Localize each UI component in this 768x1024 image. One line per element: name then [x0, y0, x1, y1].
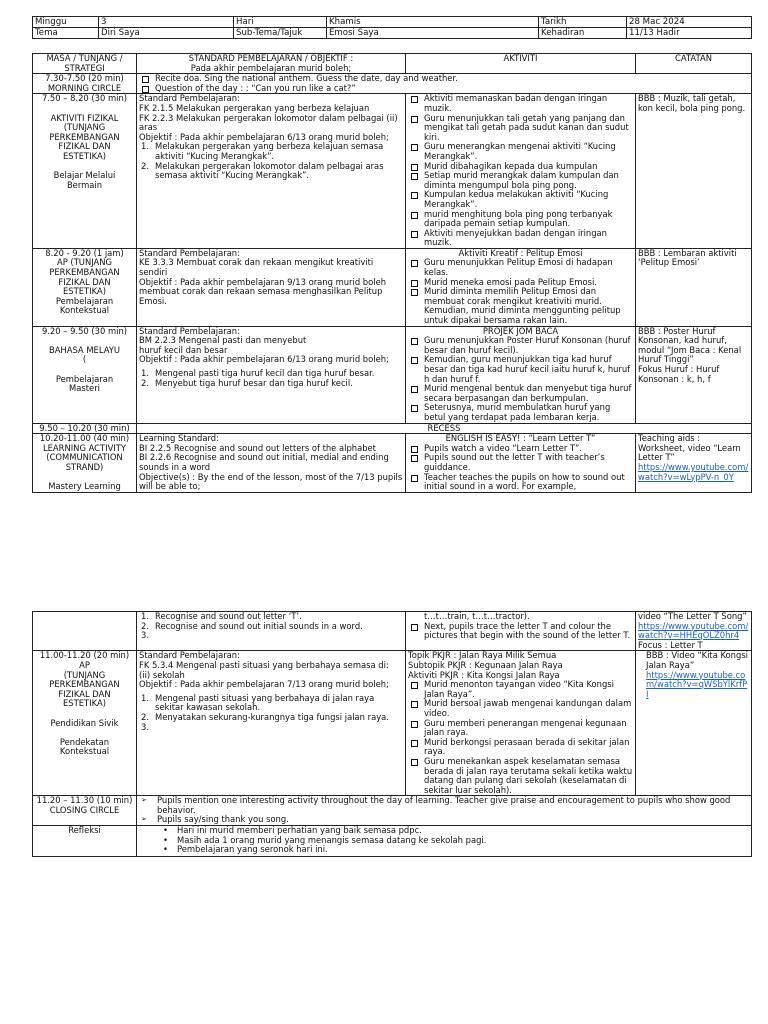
english-cont-aktiviti	[406, 612, 636, 651]
sivik-catatan	[636, 651, 752, 796]
morning-content	[137, 74, 752, 94]
kreativiti-catatan: BBB : Lembaran aktiviti ‘Pelitup Emosi’	[636, 248, 752, 326]
refleksi-list	[139, 826, 749, 855]
col-catatan-header: CATATAN	[636, 54, 752, 74]
list-item: Pupils watch a video “Learn Letter T”.	[408, 444, 633, 454]
english-cont-row	[33, 612, 752, 651]
list-item: Menyebut tiga huruf besar dan tiga huruf kecil.	[155, 377, 353, 388]
minggu-label: Minggu	[33, 17, 99, 28]
refleksi-row	[33, 826, 752, 857]
lesson-plan-table	[32, 53, 752, 493]
english-masa: 10.20-11.00 (40 min) LEARNING ACTIVITY (COMMUNICATION STRAND) Mastery Learning	[33, 434, 137, 493]
list-item: Recognise and sound out letter ‘T’.	[155, 611, 302, 621]
col-masa-header: MASA / TUNJANG / STRATEGI	[33, 54, 137, 74]
sivik-catatan-text: BBB : Video “Kita Kongsi Jalan Raya”	[646, 650, 748, 670]
list-item: Kumpulan kedua melakukan aktiviti “Kucing Merangkak”.	[408, 190, 633, 209]
closing-time: 11.20 – 11.30 (10 min) CLOSING CIRCLE	[33, 796, 137, 826]
closing-content	[137, 796, 752, 826]
sivik-title: Topik PKJR : Jalan Raya Milik Semua Subtopik PKJR : Kegunaan Jalan Raya Aktiviti PKJR : Kita Kongsi Jalan Raya	[408, 650, 563, 680]
list-item: Menyatakan sekurang-kurangnya tiga fungsi jalan raya.	[155, 711, 389, 722]
list-item: Guru menerangkan mengenai aktiviti “Kucing Merangkak”.	[408, 142, 633, 161]
tarikh-value: 28 Mac 2024	[627, 17, 752, 28]
hari-value: Khamis	[327, 17, 539, 28]
english-video-link[interactable]: https://www.youtube.com/watch?v=wLypPV-n_0Y	[638, 461, 749, 482]
sivik-objectives	[139, 694, 403, 723]
list-item: ➢ Pupils say/sing thank you song.	[139, 815, 749, 825]
list-item: Aktiviti menyejukkan badan dengan iringan muzik.	[408, 229, 633, 248]
bm-catatan: BBB : Poster Huruf Konsonan, kad huruf, modul “Jom Baca : Kenal Huruf Tinggi” Fokus Huruf : Huruf Konsonan : k, h, f	[636, 326, 752, 423]
english-cont-catatan	[636, 612, 752, 651]
list-item: Melakukan pergerakan yang berbeza kelajuan semasa aktiviti “Kucing Merangkak”.	[155, 141, 384, 161]
bm-standard-text: Standard Pembelajaran: BM 2.2.3 Mengenal pasti dan menyebut huruf kecil dan besar Objektif : Pada akhir pembelajaran 6/13 orang murid boleh;	[139, 326, 389, 365]
kreativiti-aktiviti	[406, 248, 636, 326]
header-row-1	[33, 17, 752, 28]
bm-objectives	[139, 369, 403, 388]
english-cont-catatan-text: video “The Letter T Song”	[638, 611, 747, 621]
list-item: Mengenal pasti tiga huruf kecil dan tiga huruf besar.	[155, 368, 375, 378]
col-standard-header	[137, 54, 406, 74]
english-row	[33, 434, 752, 493]
list-item: Guru menekankan aspek keselamatan semasa berada di jalan raya terutama sekali ketika waktu datang dan pulang dari sekolah (keselamatan di sekitar luar sekolah).	[408, 757, 633, 795]
header-row-2	[33, 28, 752, 39]
minggu-value: 3	[99, 17, 234, 28]
sivik-row	[33, 651, 752, 796]
bm-standard	[137, 326, 406, 423]
tema-value: Diri Saya	[99, 28, 234, 39]
bm-row	[33, 326, 752, 423]
recess-time: 9.50 – 10.20 (30 min)	[33, 423, 137, 434]
list-item: Mengenal pasti situasi yang berbahaya di jalan raya sekitar kawasan sekolah.	[155, 692, 375, 713]
fizikal-catatan: BBB : Muzik, tali getah, kon kecil, bola ping pong.	[636, 94, 752, 249]
kreativiti-activity-list	[408, 258, 633, 325]
english-standard: Learning Standard: BI 2.2.5 Recognise and sound out letters of the alphabet BI 2.2.6 Recognise and sound out initial, medial and ending sounds in a word Objective(s) : By the end of the lesson, most of the 7/13 pupils will be able to;	[137, 434, 406, 493]
english-aktiviti	[406, 434, 636, 493]
english-title: ENGLISH IS EASY! : “Learn Letter T”	[445, 433, 596, 444]
subtema-label: Sub-Tema/Tajuk	[234, 28, 327, 39]
kehadiran-value: 11/13 Hadir	[627, 28, 752, 39]
list-item: murid menghitung bola ping pong terbanyak daripada pemain setiap kumpulan.	[408, 210, 633, 229]
list-item: Murid berkongsi perasaan berada di sekitar jalan raya.	[408, 738, 633, 757]
fizikal-standard	[137, 94, 406, 249]
list-item: Seterusnya, murid membulatkan huruf yang betul yang terdapat pada lembaran kerja.	[408, 403, 633, 422]
list-item: • Pembelajaran yang seronok hari ini.	[139, 845, 749, 855]
bm-activity-list	[408, 336, 633, 422]
english-cont-lead: t…t…train, t…t…tractor).	[424, 611, 530, 621]
list-item: Teacher teaches the pupils on how to sound out initial sound in a word. For example,	[408, 473, 633, 492]
list-item: Guru menunjukkan Pelitup Emosi di hadapan kelas.	[408, 258, 633, 277]
list-item: Murid meneka emosi pada Pelitup Emosi.	[408, 278, 633, 288]
refleksi-label: Refleksi	[33, 826, 137, 857]
sivik-aktiviti	[406, 651, 636, 796]
morning-time: 7.30-7.50 (20 min) MORNING CIRCLE	[33, 74, 137, 94]
refleksi-content	[137, 826, 752, 857]
recess-row	[33, 423, 752, 434]
fizikal-masa: 7.50 – 8.20 (30 min) AKTIVITI FIZIKAL (TUNJANG PERKEMBANGAN FIZIKAL DAN ESTETIKA) Belajar Melalui Bermain	[33, 94, 137, 249]
list-item: Next, pupils trace the letter T and colour the pictures that begin with the sound of the letter T.	[408, 622, 633, 641]
lesson-plan-table-continued	[32, 611, 752, 857]
fizikal-activity-list	[408, 94, 633, 248]
english-cont-masa	[33, 612, 137, 651]
english-cont-activity-list	[408, 622, 633, 641]
kehadiran-label: Kehadiran	[539, 28, 627, 39]
list-item: Murid dibahagikan kepada dua kumpulan	[408, 162, 633, 172]
tema-label: Tema	[33, 28, 99, 39]
english-cont-objectives-cell	[137, 612, 406, 651]
list-item: Guru memberi penerangan mengenai kegunaan jalan raya.	[408, 719, 633, 738]
list-item: Murid bersoal jawab mengenai kandungan dalam video.	[408, 699, 633, 718]
closing-circle-row	[33, 796, 752, 826]
kreativiti-title: Aktiviti Kreatif : Pelitup Emosi	[458, 248, 583, 258]
subtema-value: Emosi Saya	[327, 28, 539, 39]
english-objectives	[139, 612, 403, 631]
english-focus: Focus : Letter T	[638, 639, 703, 650]
list-item: Guru menunjukkan Poster Huruf Konsonan (huruf besar dan huruf kecil).	[408, 336, 633, 355]
bm-title: PROJEK JOM BACA	[482, 326, 559, 336]
sivik-masa: 11.00-11.20 (20 min) AP (TUNJANG PERKEMBANGAN FIZIKAL DAN ESTETIKA) Pendidikan Sivik Pendekatan Kontekstual	[33, 651, 137, 796]
list-item: Question of the day : : “Can you run like a cat?”	[139, 84, 749, 94]
kreativiti-masa: 8.20 - 9.20 (1 jam) AP (TUNJANG PERKEMBANGAN FIZIKAL DAN ESTETIKA) Pembelajaran Kontekstual	[33, 248, 137, 326]
sivik-activity-list	[408, 680, 633, 795]
bm-masa: 9.20 – 9.50 (30 min) BAHASA MELAYU ( Pembelajaran Masteri	[33, 326, 137, 423]
header-table	[32, 16, 752, 39]
list-item: Aktiviti memanaskan badan dengan iringan muzik.	[408, 94, 633, 113]
col-aktiviti-header: AKTIVITI	[406, 54, 636, 74]
list-item: • Masih ada 1 orang murid yang menangis semasa datang ke sekolah pagi.	[139, 836, 749, 846]
sivik-standard-text: Standard Pembelajaran: FK 5.3.4 Mengenal pasti situasi yang berbahaya semasa di: (ii) sekolah Objektif : Pada akhir pembelajaran 7/13 orang murid boleh;	[139, 650, 389, 690]
list-item: Pupils sound out the letter T with teacher’s guiddance.	[408, 453, 633, 472]
fizikal-standard-text: Standard Pembelajaran: FK 2.1.5 Melakukan pergerakan yang berbeza kelajuan FK 2.2.3 Melakukan pergerakan lokomotor dalam pelbagai (ii) aras Objektif : Pada akhir pembelajaran 6/13 orang murid boleh;	[139, 93, 398, 142]
english-catatan	[636, 434, 752, 493]
list-item: ➢ Pupils mention one interesting activity throughout the day of learning. Teacher give praise and encouragement to pupils who show good behavior.	[139, 796, 749, 815]
morning-list	[139, 74, 749, 93]
sivik-standard	[137, 651, 406, 796]
hari-label: Hari	[234, 17, 327, 28]
list-item: Murid diminta memilih Pelitup Emosi dan membuat corak mengikut kreativiti murid. Kemudian, murid diminta menggunting pelitup untuk dipakai bersama rakan lain.	[408, 287, 633, 325]
morning-circle-row	[33, 74, 752, 94]
list-item: Recite doa. Sing the national anthem. Guess the date, day and weather.	[139, 74, 749, 84]
english-activity-list	[408, 444, 633, 492]
list-item: Murid mengenal bentuk dan menyebut tiga huruf secara berpasangan dan berkumpulan.	[408, 384, 633, 403]
fizikal-aktiviti	[406, 94, 636, 249]
letter-t-song-link[interactable]: https://www.youtube.com/watch?v=HHEqOLZ0hr4	[638, 620, 749, 641]
closing-list	[139, 796, 749, 825]
kita-kongsi-video-link[interactable]: https://www.youtube.com/watch?v=qWSbYlKrfPI	[646, 669, 748, 699]
list-item: Melakukan pergerakan lokomotor dalam pelbagai aras semasa aktiviti “Kucing Merangkak”.	[155, 160, 384, 181]
kreativiti-row	[33, 248, 752, 326]
english-catatan-text: Teaching aids : Worksheet, video “Learn Letter T”	[638, 433, 741, 463]
fizikal-objectives	[139, 142, 403, 180]
kreativiti-standard: Standard Pembelajaran: KE 3.3.3 Membuat corak dan rekaan mengikut kreativiti sendiri Objektif : Pada akhir pembelajaran 9/13 orang murid boleh membuat corak dan rekaan semasa menghasilkan Pelitup Emosi.	[137, 248, 406, 326]
list-item: Kemudian, guru menunjukkan tiga kad huruf besar dan tiga kad huruf kecil iaitu huruf k, huruf h dan huruf f.	[408, 355, 633, 384]
list-item: Setiap murid merangkak dalam kumpulan dan diminta mengumpul bola ping pong.	[408, 171, 633, 190]
column-header-row	[33, 54, 752, 74]
standard-header-label: STANDARD PEMBELAJARAN / OBJEKTIF :	[188, 53, 354, 63]
tarikh-label: Tarikh	[539, 17, 627, 28]
recess-label: RECESS	[137, 423, 752, 434]
list-item: • Hari ini murid memberi perhatian yang baik semasa pdpc.	[139, 826, 749, 836]
list-item: Murid menonton tayangan video “Kita Kongsi Jalan Raya”.	[408, 680, 633, 699]
bm-aktiviti	[406, 326, 636, 423]
standard-header-sub: Pada akhir pembelajaran murid boleh;	[190, 62, 352, 73]
fizikal-row	[33, 94, 752, 249]
list-item: Recognise and sound out initial sounds in a word.	[155, 620, 363, 631]
list-item: Guru menunjukkan tali getah yang panjang dan mengikat tali getah pada sudut kanan dan sudut kiri.	[408, 114, 633, 143]
